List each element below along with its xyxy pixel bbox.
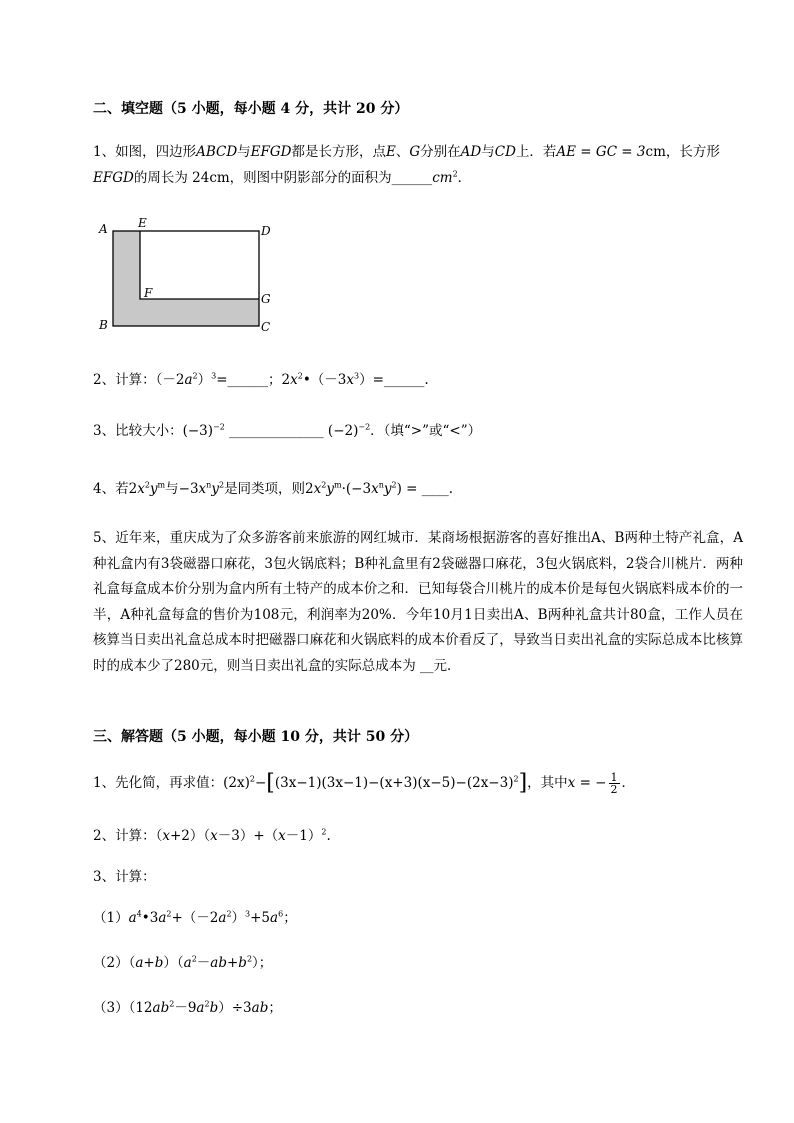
exponent: 2 xyxy=(391,480,397,490)
exponent: 2 xyxy=(191,954,197,964)
denominator: 2 xyxy=(610,783,618,796)
var: G xyxy=(409,144,421,160)
label-b: B xyxy=(99,318,108,332)
var: a xyxy=(158,910,167,926)
text: +5 xyxy=(250,910,271,926)
text: 、 xyxy=(395,144,410,160)
text: ； xyxy=(283,910,297,926)
exponent: −2 xyxy=(213,422,225,432)
exponent: 2 xyxy=(321,827,327,837)
numerator: 1 xyxy=(610,771,618,784)
label-a: A xyxy=(99,222,108,236)
text: 分别在 xyxy=(420,144,461,160)
question-3-1 xyxy=(93,770,743,796)
label-e: E xyxy=(138,216,147,230)
expr: x = − xyxy=(567,775,607,791)
shaded-region xyxy=(113,231,259,326)
var: x xyxy=(198,481,207,497)
var: EFGD xyxy=(250,144,292,160)
exponent: 2 xyxy=(249,774,255,784)
text: － xyxy=(196,955,211,971)
text: 上．若 xyxy=(515,144,557,160)
text: ）=______. xyxy=(359,372,429,388)
question-3-3-part-1 xyxy=(93,905,743,931)
var: EFGD xyxy=(93,170,134,186)
text: 计算： xyxy=(115,869,156,885)
question-2-5 xyxy=(93,526,743,679)
var: x xyxy=(137,481,145,497)
var: y xyxy=(149,481,158,497)
text: 比较大小：(−3) xyxy=(115,423,214,439)
question-3-2 xyxy=(93,823,743,849)
label-d: D xyxy=(261,224,271,238)
text: 若2 xyxy=(115,481,138,497)
text: ） xyxy=(231,910,246,926)
exponent: n xyxy=(378,480,384,490)
label-f: F xyxy=(144,286,153,300)
text: ) = ____. xyxy=(396,481,454,497)
text: ； xyxy=(268,1000,282,1016)
exponent: n xyxy=(206,480,212,490)
q-number: 5、 xyxy=(93,530,116,546)
text: －1） xyxy=(285,828,322,844)
text: ）÷3 xyxy=(218,1000,252,1016)
text: ） xyxy=(197,372,212,388)
text: ·(−3 xyxy=(341,481,372,497)
section-2-heading: 二、填空题（5 小题，每小题 4 分，共计 20 分） xyxy=(93,101,409,117)
text: + xyxy=(226,955,239,971)
var: a xyxy=(270,910,279,926)
text: 与 xyxy=(481,144,495,160)
expr: (2x) xyxy=(223,775,250,791)
text: －3）+（ xyxy=(217,828,279,844)
question-3-3 xyxy=(93,864,743,890)
rectangle-figure xyxy=(93,215,293,340)
var: ab xyxy=(210,955,227,971)
exponent: 2 xyxy=(169,999,175,1009)
text: ． xyxy=(621,775,635,791)
label-c: C xyxy=(261,320,271,334)
q-number: 3、 xyxy=(93,423,116,439)
exponent: 2 xyxy=(204,999,210,1009)
exponent: 2 xyxy=(226,909,232,919)
var: a xyxy=(196,1000,205,1016)
text: +（－2 xyxy=(171,910,219,926)
part-label: （1） xyxy=(93,910,129,926)
text: ，其中 xyxy=(527,775,568,791)
var: x xyxy=(162,828,170,844)
exponent: 2 xyxy=(218,480,225,490)
text: ）（ xyxy=(163,955,184,971)
q-number: 2、 xyxy=(93,372,116,388)
right-bracket: ] xyxy=(518,770,528,796)
part-label: （3）（12 xyxy=(93,1000,153,1016)
text: 的周长为 24cm，则图中阴影部分的面积为______ xyxy=(133,170,433,186)
var: x xyxy=(290,372,298,388)
text: ）； xyxy=(252,955,273,971)
exponent: m xyxy=(334,480,342,490)
text: 计算：（ xyxy=(115,828,163,844)
exponent: m xyxy=(157,480,166,490)
q-number: 4、 xyxy=(93,481,116,497)
left-bracket: [ xyxy=(266,770,275,796)
text: . xyxy=(326,828,331,844)
q-number: 3、 xyxy=(93,869,116,885)
text: ． xyxy=(457,170,472,186)
var: a xyxy=(135,955,144,971)
text: =______；2 xyxy=(216,372,291,388)
label-g: G xyxy=(261,292,271,306)
exponent: 2 xyxy=(246,954,253,964)
var: ab xyxy=(251,1000,269,1016)
text: cm，长方形 xyxy=(645,144,720,160)
text: − xyxy=(254,775,267,791)
var: a xyxy=(184,372,193,388)
question-2-2 xyxy=(93,367,743,393)
var: x xyxy=(371,481,379,497)
text: •3 xyxy=(141,910,159,926)
question-2-1 xyxy=(93,139,743,191)
exponent: 2 xyxy=(513,774,519,784)
exponent: 3 xyxy=(245,909,251,919)
var: x xyxy=(346,372,354,388)
question-3-3-part-3 xyxy=(93,995,743,1021)
var: y xyxy=(383,481,392,497)
var: ABCD xyxy=(196,144,238,160)
var: a xyxy=(218,910,227,926)
exponent: 4 xyxy=(136,909,142,919)
question-text: 近年来，重庆成为了众多游客前来旅游的网红城市．某商场根据游客的喜好推出A、B两种土特产礼盒，A种礼盒内有3袋磁器口麻花，3包火锅底料；B种礼盒里有2袋磁器口麻花，3包火锅底料，2袋合川桃片．两种礼盒每盒成本价分别为盒内所有土特产的成本价之和．已知每袋合川桃片的成本价是每包火锅底料成本价的一半，A种礼盒每盒的售价为108元，利润率为20%．今年10月1日卖出A、B两种礼盒共计80盒，工作人员在核算当日卖出礼盒总成本时把磁器口麻花和火锅底料的成本价看反了，导致当日卖出礼盒的实际总成本比核算时的成本少了280元，则当日卖出礼盒的实际总成本为 __元． xyxy=(93,530,743,674)
exponent: 3 xyxy=(354,371,360,381)
var: x xyxy=(313,481,322,497)
exponent: 6 xyxy=(278,909,284,919)
text: (−2) xyxy=(327,423,359,439)
text: 是同类项，则2 xyxy=(224,481,314,497)
var: x xyxy=(278,828,286,844)
question-2-4 xyxy=(93,476,743,502)
answer-blank: ______________ xyxy=(224,423,328,439)
var: b xyxy=(238,955,247,971)
text: －9 xyxy=(174,1000,197,1016)
exponent: 2 xyxy=(452,169,458,179)
var: x xyxy=(210,828,218,844)
var: b xyxy=(154,955,164,971)
question-2-3 xyxy=(93,418,743,444)
text: 计算：（－2 xyxy=(115,372,185,388)
var: b xyxy=(209,1000,219,1016)
part-label: （2）（ xyxy=(93,955,136,971)
exponent: 3 xyxy=(211,371,217,381)
exponent: 2 xyxy=(166,909,172,919)
var: a xyxy=(128,910,137,926)
q-number: 1、 xyxy=(93,144,116,160)
text: ．（填“>”或“<”） xyxy=(370,423,482,439)
rectangle-efgd xyxy=(140,231,259,299)
q-number: 1、 xyxy=(93,775,116,791)
exponent: −2 xyxy=(358,422,371,432)
text: +2）（ xyxy=(169,828,211,844)
text: + xyxy=(143,955,155,971)
fraction xyxy=(609,772,620,795)
question-3-3-part-2 xyxy=(93,950,743,976)
unit: cm xyxy=(432,170,453,186)
text: 与 xyxy=(237,144,251,160)
var: ab xyxy=(152,1000,170,1016)
var: E xyxy=(386,144,396,160)
text: 如图，四边形 xyxy=(115,144,197,160)
text: 先化简，再求值： xyxy=(115,775,224,791)
var: AD xyxy=(460,144,482,160)
condition: AE = GC = 3 xyxy=(556,144,646,160)
var: a xyxy=(183,955,192,971)
text: 都是长方形，点 xyxy=(291,144,387,160)
exponent: 2 xyxy=(321,480,327,490)
expr: (3x−1)(3x−1)−(x+3)(x−5)−(2x−3) xyxy=(274,775,514,791)
text: 与−3 xyxy=(165,481,199,497)
exponent: 2 xyxy=(192,371,198,381)
exponent: 2 xyxy=(297,371,303,381)
text: •（－3 xyxy=(302,372,347,388)
exponent: 2 xyxy=(144,480,150,490)
section-3-heading: 三、解答题（5 小题，每小题 10 分，共计 50 分） xyxy=(93,729,419,745)
var: y xyxy=(326,481,335,497)
q-number: 2、 xyxy=(93,828,116,844)
var: y xyxy=(211,481,219,497)
var: CD xyxy=(494,144,516,160)
